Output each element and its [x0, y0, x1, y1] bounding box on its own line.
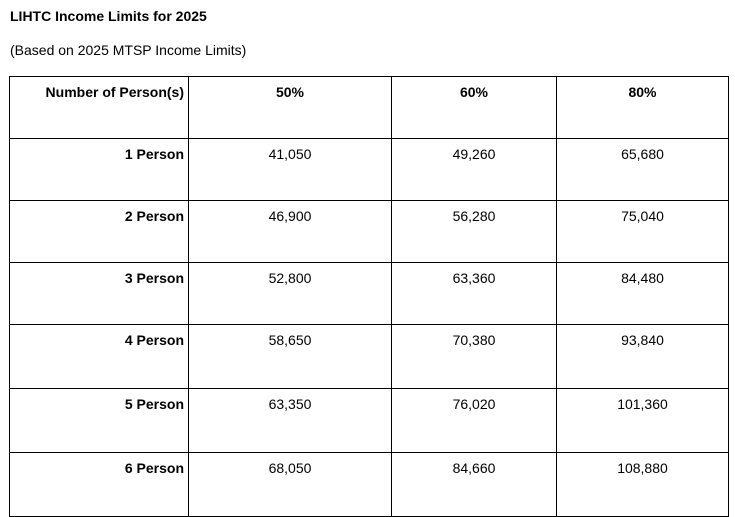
income-limits-table [9, 76, 729, 517]
cell-60-percent: 63,360 [392, 263, 557, 325]
table-row [10, 453, 729, 517]
row-label: 4 Person [10, 325, 189, 389]
cell-50-percent: 52,800 [189, 263, 392, 325]
page-title: LIHTC Income Limits for 2025 [10, 8, 207, 24]
row-label: 1 Person [10, 139, 189, 201]
cell-60-percent: 56,280 [392, 201, 557, 263]
table-row [10, 389, 729, 453]
cell-60-percent: 76,020 [392, 389, 557, 453]
header-80-percent: 80% [557, 77, 729, 139]
row-label: 6 Person [10, 453, 189, 517]
cell-80-percent: 84,480 [557, 263, 729, 325]
cell-80-percent: 65,680 [557, 139, 729, 201]
row-label: 3 Person [10, 263, 189, 325]
table-row [10, 325, 729, 389]
header-60-percent: 60% [392, 77, 557, 139]
table-row [10, 201, 729, 263]
page-subtitle: (Based on 2025 MTSP Income Limits) [10, 42, 247, 58]
cell-50-percent: 41,050 [189, 139, 392, 201]
row-label: 2 Person [10, 201, 189, 263]
cell-50-percent: 68,050 [189, 453, 392, 517]
cell-80-percent: 93,840 [557, 325, 729, 389]
cell-80-percent: 108,880 [557, 453, 729, 517]
cell-60-percent: 49,260 [392, 139, 557, 201]
header-50-percent: 50% [189, 77, 392, 139]
cell-80-percent: 101,360 [557, 389, 729, 453]
cell-50-percent: 46,900 [189, 201, 392, 263]
cell-60-percent: 84,660 [392, 453, 557, 517]
cell-50-percent: 63,350 [189, 389, 392, 453]
table-row [10, 139, 729, 201]
table-header-row [10, 77, 729, 139]
cell-50-percent: 58,650 [189, 325, 392, 389]
table-row [10, 263, 729, 325]
row-label: 5 Person [10, 389, 189, 453]
cell-80-percent: 75,040 [557, 201, 729, 263]
header-persons: Number of Person(s) [10, 77, 189, 139]
cell-60-percent: 70,380 [392, 325, 557, 389]
